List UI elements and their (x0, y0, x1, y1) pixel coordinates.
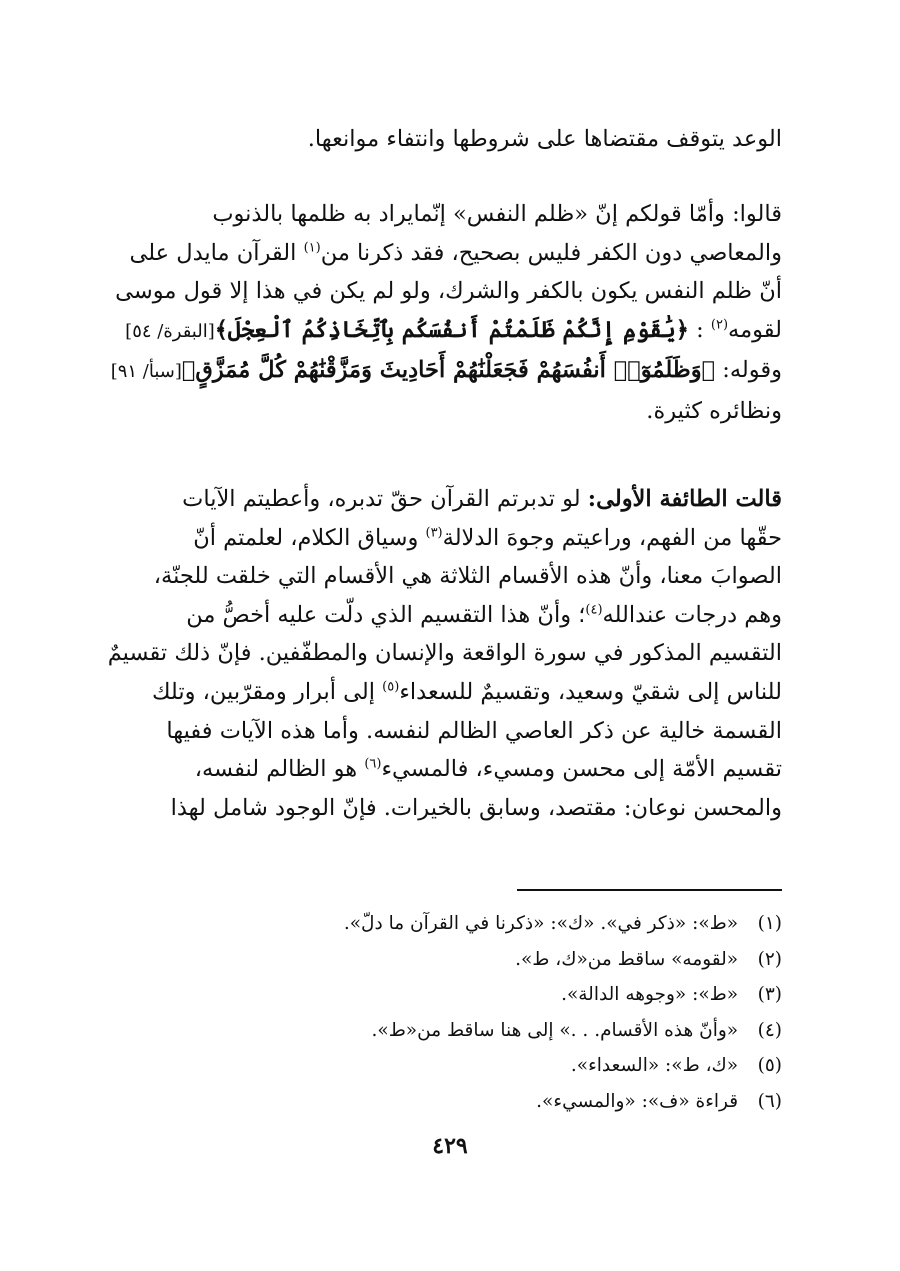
verse-reference: [سبأ/ ٩١] (110, 361, 182, 383)
text-line: قالوا: وأمّا قولكم إنّ «ظلم النفس» إنّمايراد به ظلمها بالذنوب (212, 201, 782, 227)
footnote-text: قراءة «ف»: «والمسيء». (536, 1090, 739, 1112)
footnote-text: «ط»: «ذكر في». «ك»: «ذكرنا في القرآن ما دلّ». (343, 913, 739, 934)
text-line: الوعد يتوقف مقتضاها على شروطها وانتفاء موانعها. (307, 126, 782, 152)
footnote-ref-4[interactable]: (٤) (585, 602, 603, 618)
paragraph-continuation (118, 120, 782, 159)
quran-verse: ﴿يَٰقَوْمِ إِنَّكُمْ ظَلَمْتُمْ أَنفُسَكُم بِٱتِّخَاذِكُمُ ٱلْعِجْلَ﴾ (214, 316, 689, 343)
footnote-item (118, 1048, 782, 1084)
text-line: تقسيم الأمّة إلى محسن ومسيء، فالمسيء$^{(٦)}$ هو الظالم لنفسه، (194, 756, 782, 783)
footnote-item (118, 1084, 782, 1120)
text-line: وقوله: ﴿وَظَلَمُوٓا۟ أَنفُسَهُمْ فَجَعَلْنَٰهُمْ أَحَادِيثَ وَمَزَّقْنَٰهُمْ كُلَّ مُمَزَّقٍ﴾[سبأ/ ٩١] (110, 357, 782, 384)
footnote-number: (٥) (757, 1055, 782, 1076)
footnote-ref-3[interactable]: (٣) (425, 525, 443, 541)
verse-reference: [البقرة/ ٥٤] (125, 320, 215, 342)
text-line: القسمة خالية عن ذكر العاصي الظالم لنفسه. وأما هذه الآيات ففيها (166, 717, 782, 744)
text-line: والمعاصي دون الكفر فليس بصحيح، فقد ذكرنا من$^{(١)}$ القرآن مايدل على (129, 239, 782, 266)
footnote-text: «ط»: «وجوهه الدالة». (561, 984, 739, 1005)
text-line: والمحسن نوعان: مقتصد، وسابق بالخيرات. فإنّ الوجود شامل لهذا (170, 794, 782, 821)
footnote-text: «ك، ط»: «السعداء». (570, 1055, 739, 1076)
footnote-number: (٦) (757, 1090, 782, 1112)
footnote-ref-1[interactable]: (١) (303, 240, 321, 256)
section-heading: قالت الطائفة الأولى: (587, 486, 782, 512)
footnote-item (118, 1013, 782, 1049)
footnote-number: (٣) (757, 984, 782, 1005)
paragraph-first-group (107, 480, 782, 827)
text-line: التقسيم المذكور في سورة الواقعة والإنسان والمطفّفين. فإنّ ذلك تقسيمٌ (107, 640, 782, 667)
footnote-item (118, 977, 782, 1013)
footnote-item (118, 906, 782, 942)
page-number: ٤٢٩ (432, 1133, 468, 1159)
text-line: للناس إلى شقيّ وسعيد، وتقسيمٌ للسعداء$^{(٥)}$ إلى أبرار ومقرّبين، وتلك (151, 678, 782, 705)
text-line: لقومه$^{(٢)}$ : ﴿يَٰقَوْمِ إِنَّكُمْ ظَلَمْتُمْ أَنفُسَكُم بِٱتِّخَاذِكُمُ ٱلْعِجْلَ﴾[البقرة/ ٥٤] (125, 316, 782, 343)
text-line: ونظائره كثيرة. (646, 397, 782, 424)
footnote-text: «لقومه» ساقط من«ك، ط». (515, 948, 739, 970)
footnote-text: «وأنّ هذه الأقسام. . .» إلى هنا ساقط من«ط». (371, 1019, 739, 1041)
text-line: أنّ ظلم النفس يكون بالكفر والشرك، ولو لم يكن في هذا إلا قول موسى (115, 278, 782, 305)
quran-verse: ﴿وَظَلَمُوٓا۟ أَنفُسَهُمْ فَجَعَلْنَٰهُمْ أَحَادِيثَ وَمَزَّقْنَٰهُمْ كُلَّ مُمَزَّقٍ﴾ (181, 357, 716, 384)
footnotes (118, 906, 782, 1119)
text-line: قالت الطائفة الأولى: لو تدبرتم القرآن حقّ تدبره، وأعطيتم الآيات (182, 486, 782, 512)
footnote-number: (١) (757, 913, 782, 934)
footnote-ref-5[interactable]: (٥) (382, 679, 400, 695)
footnote-number: (٢) (757, 948, 782, 970)
footnote-number: (٤) (757, 1019, 782, 1041)
text-line: حقّها من الفهم، وراعيتم وجوهَ الدلالة$^{(٣)}$ وسياق الكلام، لعلمتم أنّ (193, 524, 782, 551)
footnote-ref-2[interactable]: (٢) (710, 317, 729, 333)
footnote-separator (517, 889, 782, 891)
footnote-item (118, 942, 782, 978)
paragraph-qalu (110, 195, 782, 431)
footnote-ref-6[interactable]: (٦) (364, 756, 382, 772)
text-line: وهم درجات عندالله$^{(٤)}$؛ وأنّ هذا التقسيم الذي دلّت عليه أخصُّ من (186, 601, 782, 628)
text-line: الصوابَ معنا، وأنّ هذه الأقسام الثلاثة هي الأقسام التي خلقت للجنّة، (153, 563, 782, 590)
